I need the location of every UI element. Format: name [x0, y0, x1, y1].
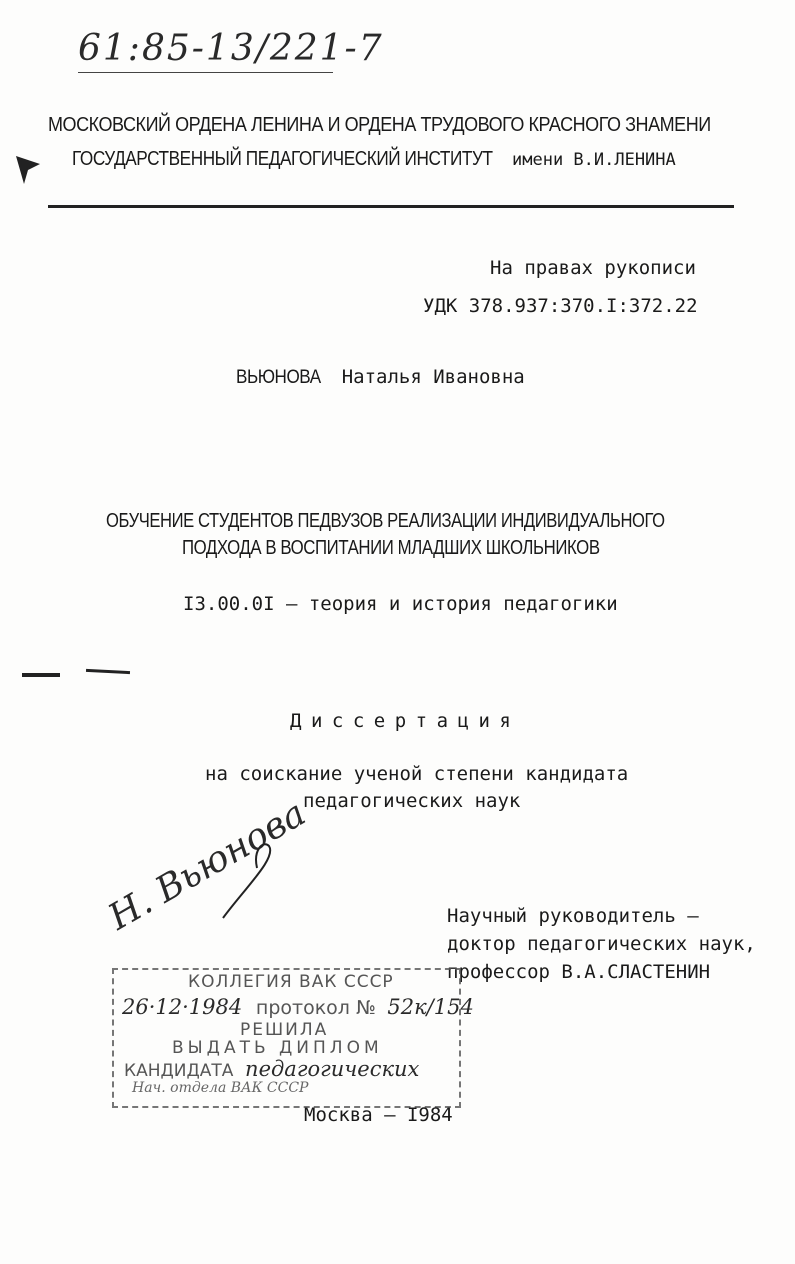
specialty: I3.00.0I – теория и история педагогики — [183, 593, 618, 615]
stamp-line-6: Нач. отдела ВАК СССР — [132, 1080, 309, 1096]
signature: Н. Вьюнова — [101, 792, 313, 939]
institution-name: ГОСУДАРСТВЕННЫЙ ПЕДАГОГИЧЕСКИЙ ИНСТИТУТ — [72, 148, 493, 170]
title-line-2: ПОДХОДА В ВОСПИТАНИИ МЛАДШИХ ШКОЛЬНИКОВ — [182, 537, 600, 559]
archive-mark: 61:85-13/221-7 — [78, 28, 384, 69]
supervisor-line-3: профессор В.А.СЛАСТЕНИН — [447, 961, 711, 983]
degree-line-1: на соискание ученой степени кандидата — [205, 763, 629, 785]
institution-line-1: МОСКОВСКИЙ ОРДЕНА ЛЕНИНА И ОРДЕНА ТРУДОВОГО КРАСНОГО ЗНАМЕНИ — [48, 114, 711, 136]
city-year: Москва – I984 — [304, 1104, 453, 1126]
stamp-line-4: ВЫДАТЬ ДИПЛОМ — [172, 1038, 383, 1058]
signature-flourish — [205, 838, 285, 928]
institution-line-2 — [72, 148, 561, 171]
author-given-name: Наталья Ивановна — [341, 366, 525, 388]
author-surname: ВЬЮНОВА — [236, 367, 321, 388]
title-line-1: ОБУЧЕНИЕ СТУДЕНТОВ ПЕДВУЗОВ РЕАЛИЗАЦИИ ИНДИВИДУАЛЬНОГО — [106, 510, 665, 532]
stamp-line-1: КОЛЛЕГИЯ ВАК СССР — [188, 972, 394, 992]
stamp-protocol-row — [122, 995, 474, 1019]
stamp-candidate-row — [124, 1057, 419, 1081]
stamp-protocol-label: протокол № — [255, 997, 376, 1019]
stamp-protocol-number: 52к/154 — [387, 995, 474, 1019]
stamp-line-3: РЕШИЛА — [240, 1020, 329, 1040]
institution-name-suffix: имени В.И.ЛЕНИНА — [512, 150, 676, 170]
header-divider — [48, 205, 734, 208]
margin-dash-left — [22, 673, 60, 677]
manuscript-note: На правах рукописи — [490, 257, 696, 279]
document-type: Диссертация — [290, 710, 521, 732]
stamp-date: 26·12·1984 — [122, 995, 243, 1019]
stamp-field: педагогических — [245, 1057, 420, 1081]
stamp-line-5: КАНДИДАТА — [124, 1061, 234, 1081]
margin-arrow-icon — [14, 152, 44, 186]
supervisor-line-2: доктор педагогических наук, — [447, 933, 756, 955]
author-name — [236, 366, 525, 389]
margin-dash-right — [86, 669, 130, 674]
udk-code: УДК 378.937:370.I:372.22 — [423, 295, 698, 317]
archive-mark-underline — [78, 72, 333, 73]
degree-line-2: педагогических наук — [303, 790, 521, 812]
supervisor-line-1: Научный руководитель – — [447, 905, 699, 927]
